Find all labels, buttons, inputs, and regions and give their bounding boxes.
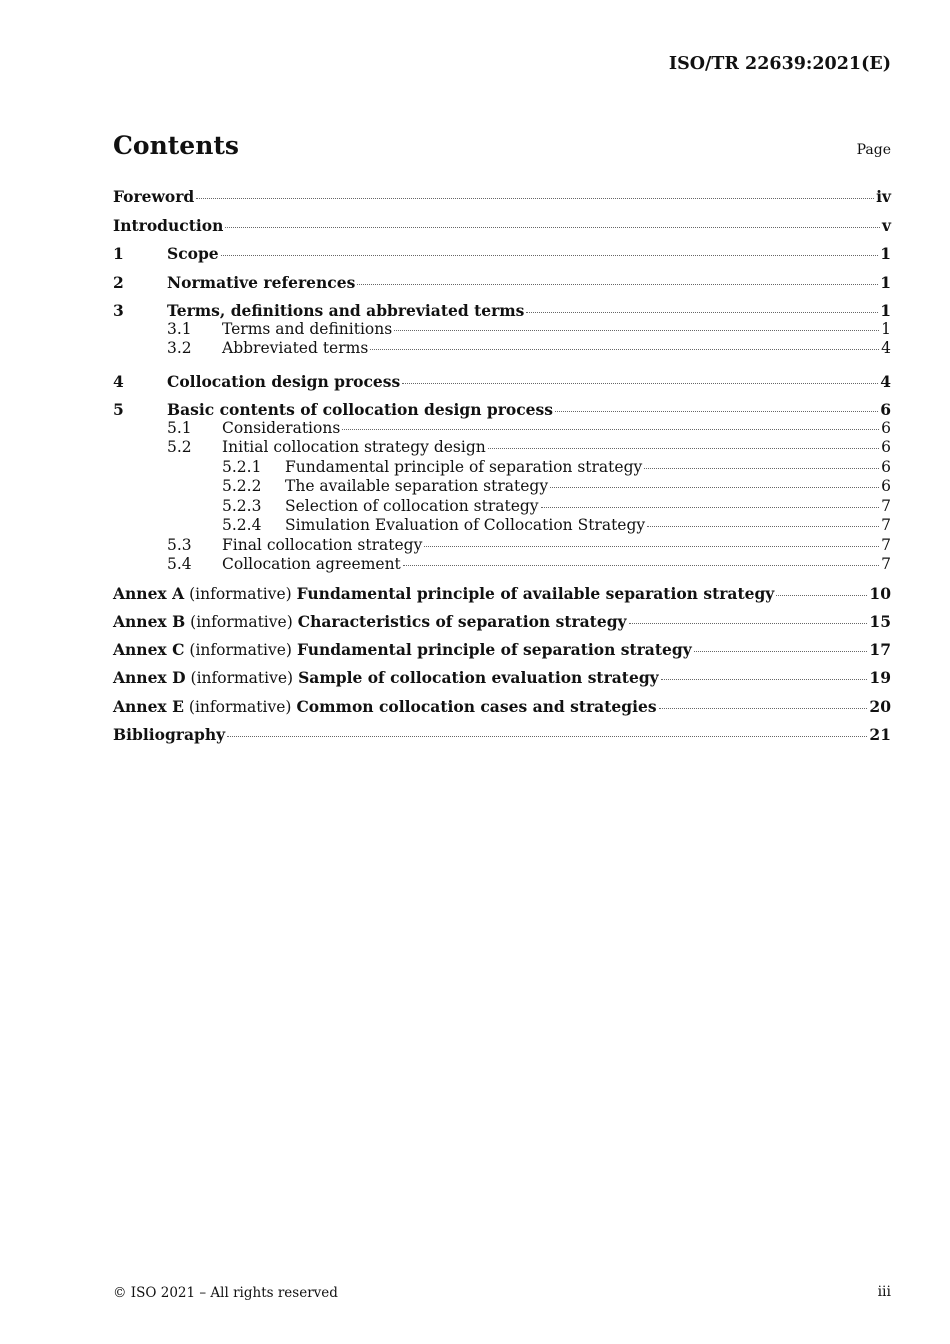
leader-dots <box>370 349 879 350</box>
toc-entry-number: 5.2.3 <box>222 496 262 515</box>
leader-dots <box>647 526 879 527</box>
toc-entry-text: Initial collocation strategy design <box>222 438 486 456</box>
toc-entry-text: Common collocation cases and strategies <box>296 696 657 716</box>
toc-entry-text: Normative references <box>167 272 356 292</box>
toc-entry-number: 2 <box>113 272 124 292</box>
toc-entry[interactable] <box>113 477 891 497</box>
table-of-contents <box>113 183 891 749</box>
toc-entry[interactable] <box>113 458 891 478</box>
leader-dots <box>221 255 879 256</box>
annex-label: Annex A <box>113 583 185 603</box>
toc-entry-annex[interactable] <box>113 693 891 721</box>
contents-title-row <box>113 131 891 165</box>
toc-entry-page: 1 <box>880 272 891 292</box>
toc-entry-text: Final collocation strategy <box>222 535 423 554</box>
toc-entry-text: Selection of collocation strategy <box>285 496 539 515</box>
toc-entry-number: 3.1 <box>167 319 192 338</box>
leader-dots <box>555 411 878 412</box>
toc-entry-annex[interactable] <box>113 664 891 692</box>
toc-entry-number: 5 <box>113 400 124 419</box>
leader-dots <box>402 383 878 384</box>
toc-entry[interactable] <box>113 555 891 575</box>
annex-kind: (informative) <box>190 612 293 631</box>
toc-entry-page: 17 <box>869 640 891 660</box>
toc-entry-text: Foreword <box>113 187 195 206</box>
toc-entry-page: 7 <box>881 535 891 554</box>
toc-entry-page: 20 <box>869 696 891 716</box>
toc-entry[interactable] <box>113 183 891 212</box>
toc-entry-text: Fundamental principle of separation strategy <box>296 640 692 660</box>
toc-entry[interactable] <box>113 269 891 298</box>
toc-entry-text: Simulation Evaluation of Collocation Strategy <box>285 516 646 534</box>
toc-entry-text: Collocation agreement <box>222 555 401 573</box>
toc-entry-page: 1 <box>880 301 891 320</box>
toc-entry-number: 4 <box>113 371 124 391</box>
leader-dots <box>526 312 878 313</box>
annex-kind: (informative) <box>190 669 294 688</box>
toc-entry-number: 5.2.2 <box>222 477 262 495</box>
toc-entry-text: Scope <box>167 244 219 263</box>
leader-dots <box>629 623 868 624</box>
toc-entry-page: 6 <box>881 418 891 437</box>
toc-entry-text: Considerations <box>222 418 341 437</box>
toc-entry-number: 3.2 <box>167 339 192 357</box>
toc-entry-text: Collocation design process <box>167 371 401 391</box>
toc-entries <box>113 183 891 575</box>
toc-entry[interactable] <box>113 497 891 517</box>
toc-entry-page: 15 <box>869 611 891 631</box>
toc-entry-annex[interactable] <box>113 636 891 664</box>
copyright-notice: © ISO 2021 – All rights reserved <box>113 1285 338 1301</box>
annex-kind: (informative) <box>188 697 292 716</box>
toc-entry-page: 21 <box>869 724 891 744</box>
toc-entry-page: 7 <box>881 496 891 515</box>
leader-dots <box>776 595 867 596</box>
toc-entry[interactable] <box>113 240 891 269</box>
toc-entry-page: 7 <box>881 516 891 534</box>
toc-entry-text: Bibliography <box>113 724 226 744</box>
leader-dots <box>644 468 879 469</box>
annex-kind: (informative) <box>189 584 292 603</box>
toc-entry-text: Characteristics of separation strategy <box>297 611 627 631</box>
leader-dots <box>550 487 879 488</box>
leader-dots <box>225 227 880 228</box>
toc-entry-number: 5.3 <box>167 535 192 554</box>
toc-entry-page: iv <box>876 187 891 206</box>
toc-entry[interactable] <box>113 320 891 340</box>
toc-entry-text: Fundamental principle of available separation strategy <box>296 583 775 603</box>
toc-entry[interactable] <box>113 516 891 536</box>
page-column-label: Page <box>856 142 891 158</box>
document-id: ISO/TR 22639:2021(E) <box>668 54 891 74</box>
toc-entry-page: 19 <box>869 668 891 688</box>
annex-label: Annex D <box>113 668 186 688</box>
toc-entry-number: 3 <box>113 301 124 320</box>
leader-dots <box>357 284 878 285</box>
page-title: Contents <box>113 131 240 160</box>
toc-entry-page: 6 <box>881 477 891 495</box>
toc-entry-annex[interactable] <box>113 608 891 636</box>
toc-entry-text: Introduction <box>113 215 224 235</box>
toc-entry-page: 4 <box>880 371 891 391</box>
toc-entry[interactable] <box>113 212 891 241</box>
toc-entry-number: 1 <box>113 244 124 263</box>
toc-entry-page: v <box>881 215 891 235</box>
annex-kind: (informative) <box>189 641 292 660</box>
toc-entry[interactable] <box>113 419 891 439</box>
toc-entry-number: 5.2.4 <box>222 516 262 534</box>
toc-entry-page: 6 <box>880 400 891 419</box>
toc-entry-text: Abbreviated terms <box>222 339 369 357</box>
toc-entry-number: 5.4 <box>167 555 192 573</box>
toc-entry-page: 6 <box>881 457 891 476</box>
toc-entry-number: 5.1 <box>167 418 192 437</box>
toc-entry-text: Sample of collocation evaluation strategy <box>298 668 659 688</box>
leader-dots <box>659 708 868 709</box>
annex-entries <box>113 580 891 721</box>
toc-entry-page: 4 <box>881 339 891 357</box>
toc-entry-number: 5.2.1 <box>222 457 262 476</box>
leader-dots <box>342 429 879 430</box>
toc-entry-annex[interactable] <box>113 580 891 608</box>
toc-entry-page: 6 <box>881 438 891 456</box>
toc-entry-page: 1 <box>881 319 891 338</box>
leader-dots <box>541 507 880 508</box>
annex-label: Annex B <box>113 611 186 631</box>
toc-entry-text: The available separation strategy <box>285 477 549 495</box>
annex-label: Annex C <box>113 640 185 660</box>
toc-entry-text: Fundamental principle of separation strategy <box>285 457 643 476</box>
toc-entry-page: 7 <box>881 555 891 573</box>
leader-dots <box>227 736 867 737</box>
leader-dots <box>394 330 879 331</box>
leader-dots <box>661 679 868 680</box>
toc-entry[interactable] <box>113 536 891 556</box>
toc-entry-page: 10 <box>869 583 891 603</box>
toc-entry-text: Terms, definitions and abbreviated terms <box>167 301 525 320</box>
leader-dots <box>403 565 879 566</box>
toc-entry-text: Basic contents of collocation design process <box>167 400 553 419</box>
leader-dots <box>694 651 868 652</box>
toc-entry-page: 1 <box>880 244 891 263</box>
toc-entry-number: 5.2 <box>167 438 192 456</box>
leader-dots <box>424 546 879 547</box>
leader-dots <box>488 448 879 449</box>
toc-entry[interactable] <box>113 368 891 397</box>
toc-entry-text: Terms and definitions <box>222 319 393 338</box>
leader-dots <box>196 198 874 199</box>
toc-entry[interactable] <box>113 339 891 359</box>
toc-entry-bibliography[interactable] <box>113 721 891 749</box>
page-number: iii <box>877 1284 891 1300</box>
toc-entry[interactable] <box>113 438 891 458</box>
annex-label: Annex E <box>113 696 184 716</box>
